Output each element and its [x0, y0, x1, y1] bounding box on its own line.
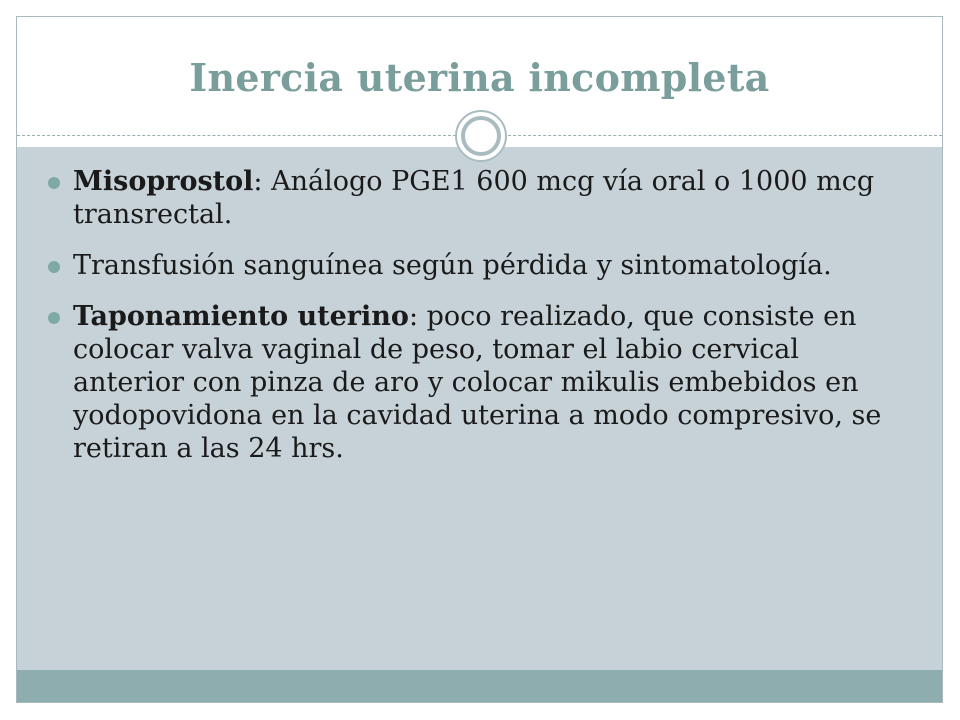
- footer-bar: [17, 670, 942, 702]
- bullet-item: [47, 165, 907, 231]
- double-circle-icon: [454, 109, 508, 163]
- bullet-icon: [48, 312, 60, 324]
- bullet-list: [47, 165, 907, 483]
- bullet-text: : Análogo PGE1 600 mcg vía oral o 1000 mcg transrectal.: [73, 166, 875, 230]
- bullet-item: [47, 300, 907, 465]
- bullet-item: [47, 249, 907, 282]
- bullet-icon: [48, 177, 60, 189]
- bullet-term: Taponamiento uterino: [73, 301, 409, 332]
- bullet-text: Transfusión sanguínea según pérdida y sintomatología.: [73, 250, 832, 281]
- bullet-term: Misoprostol: [73, 166, 254, 197]
- slide-title: Inercia uterina incompleta: [189, 55, 770, 100]
- bullet-text: : poco realizado, que consiste en colocar valva vaginal de peso, tomar el labio cervical anterior con pinza de aro y colocar mikulis embebidos en yodopovidona en la cavidad uterina a modo compresivo, se retiran a las 24 hrs.: [73, 301, 882, 464]
- bullet-icon: [48, 261, 60, 273]
- slide: [16, 16, 943, 703]
